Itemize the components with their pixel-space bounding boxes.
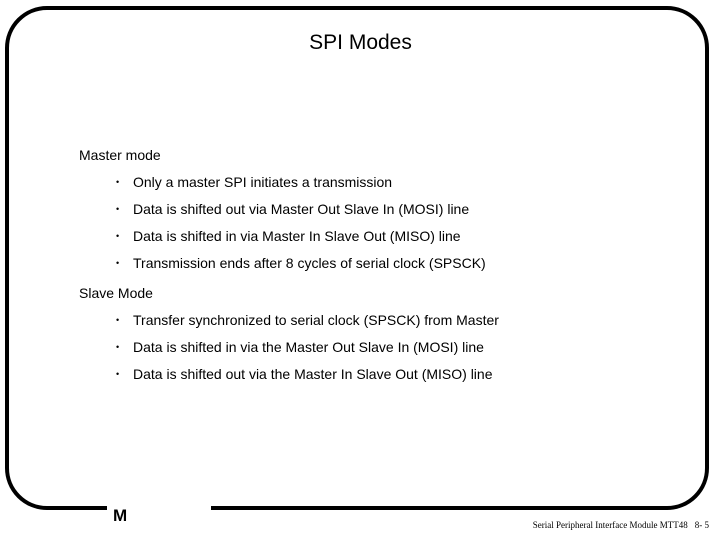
bullet-icon: • (116, 315, 120, 325)
bullet-icon: • (116, 258, 120, 268)
logo: M (113, 506, 128, 525)
master-mode-heading: Master mode (79, 147, 161, 163)
list-item-text: Data is shifted in via the Master Out Slave In (MOSI) line (133, 339, 484, 355)
list-item (116, 312, 499, 328)
list-item (116, 201, 486, 217)
bullet-icon: • (116, 369, 120, 379)
list-item (116, 228, 486, 244)
list-item-text: Only a master SPI initiates a transmission (133, 174, 393, 190)
bullet-icon: • (116, 177, 120, 187)
bullet-icon: • (116, 342, 120, 352)
footer-caption (533, 519, 709, 531)
slave-mode-heading: Slave Mode (79, 285, 153, 301)
footer-course-title: Serial Peripheral Interface Module MTT48 (532, 520, 688, 530)
list-item-text: Transmission ends after 8 cycles of serial clock (SPSCK) (133, 255, 486, 271)
bullet-icon: • (116, 231, 120, 241)
bullet-icon: • (116, 204, 120, 214)
list-item-text: Data is shifted in via Master In Slave Out (MISO) line (133, 228, 461, 244)
list-item-text: Transfer synchronized to serial clock (SPSCK) from Master (133, 312, 499, 328)
list-item (116, 255, 486, 271)
master-mode-list (116, 174, 486, 282)
list-item-text: Data is shifted out via the Master In Slave Out (MISO) line (133, 366, 493, 382)
list-item (116, 339, 499, 355)
list-item (116, 366, 499, 382)
list-item-text: Data is shifted out via Master Out Slave In (MOSI) line (133, 201, 470, 217)
slave-mode-list (116, 312, 499, 393)
slide-title: SPI Modes (309, 31, 412, 54)
list-item (116, 174, 486, 190)
page-number: 8- 5 (694, 520, 709, 530)
